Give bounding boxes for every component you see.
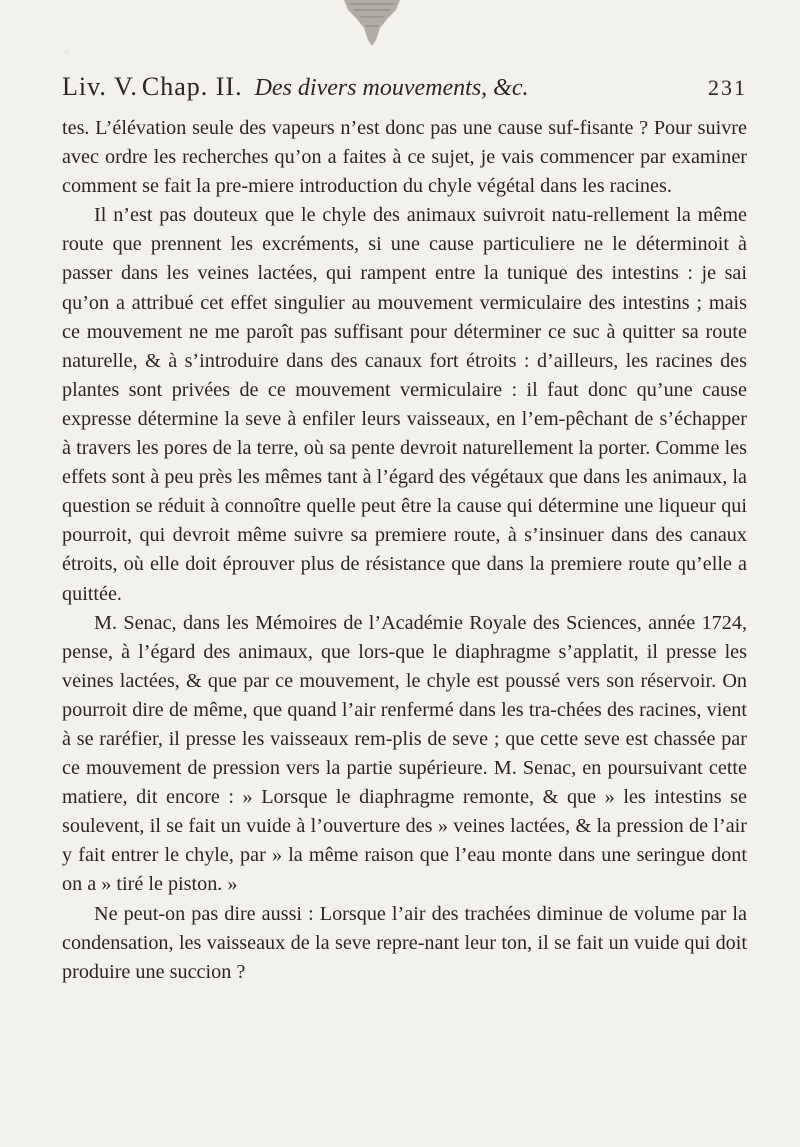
book-label: Liv. V. bbox=[62, 72, 138, 101]
header-left bbox=[62, 72, 529, 102]
page-number: 231 bbox=[708, 75, 747, 100]
chapter-label: Chap. II. bbox=[141, 72, 243, 101]
ornament-decoration bbox=[336, 0, 408, 46]
paragraph: tes. L’élévation seule des vapeurs n’est donc pas une cause suf-fisante ? Pour suivre avec ordre les recherches qu’on a faites à ce sujet, je vais commencer par examiner comment se fait la pre-miere introduction du chyle végétal dans les racines. bbox=[62, 117, 747, 198]
paragraph: Ne peut-on pas dire aussi : Lorsque l’air des trachées diminue de volume par la condensation, les vaisseaux de la seve repre-nant leur ton, il se fait un vuide qui doit produire une succion ? bbox=[62, 902, 747, 983]
paragraph: Il n’est pas douteux que le chyle des animaux suivroit natu-rellement la même route que prennent les excréments, si une cause particuliere ne le déterminoit à passer dans les veines lactées, qui rampent entre la tunique des intestins : je sai qu’on a attribué cet effet singulier au mouvement vermiculaire des intestins ; mais ce mouvement ne me paroît pas suffisant pour déterminer ce suc à quitter sa route naturelle, & à s’introduire dans des canaux fort étroits : d’ailleurs, les racines des plantes sont privées de ce mouvement vermiculaire : il faut donc qu’une cause expresse détermine la seve à enfiler leurs vaisseaux, en l’em-pêchant de s’échapper à travers les pores de la terre, où sa pente devroit naturellement la porter. Comme les effets sont à peu près les mêmes tant à l’égard des végétaux que dans les animaux, la question se réduit à connoître quelle peut être la cause qui détermine une liqueur qui pourroit, qui devroit même suivre sa premiere route, à s’insinuer dans des canaux étroits, où elle doit éprouver plus de résistance que dans la premiere route qu’elle a quittée. bbox=[62, 204, 747, 605]
body-text bbox=[62, 114, 747, 987]
paragraph: M. Senac, dans les Mémoires de l’Académie Royale des Sciences, année 1724, pense, à l’égard des animaux, que lors-que le diaphragme s’applatit, il presse les veines lactées, & que par ce mouvement, le chyle est poussé vers son réservoir. On pourroit dire de même, que quand l’air renfermé dans les tra-chées des racines, vient à se raréfier, il presse les vaisseaux rem-plis de seve ; que cette seve est chassée par ce mouvement de pression vers la partie supérieure. M. Senac, en poursuivant cette matiere, dit encore : » Lorsque le diaphragme remonte, & que » les intestins se soulevent, il se fait un vuide à l’ouverture des » veines lactées, & la pression de l’air y fait entrer le chyle, par » la même raison que l’eau monte dans une seringue dont on a » tiré le piston. » bbox=[62, 611, 747, 896]
running-header bbox=[62, 72, 747, 112]
paper-spot bbox=[64, 50, 69, 55]
running-title: Des divers mouvements, &c. bbox=[254, 75, 529, 101]
